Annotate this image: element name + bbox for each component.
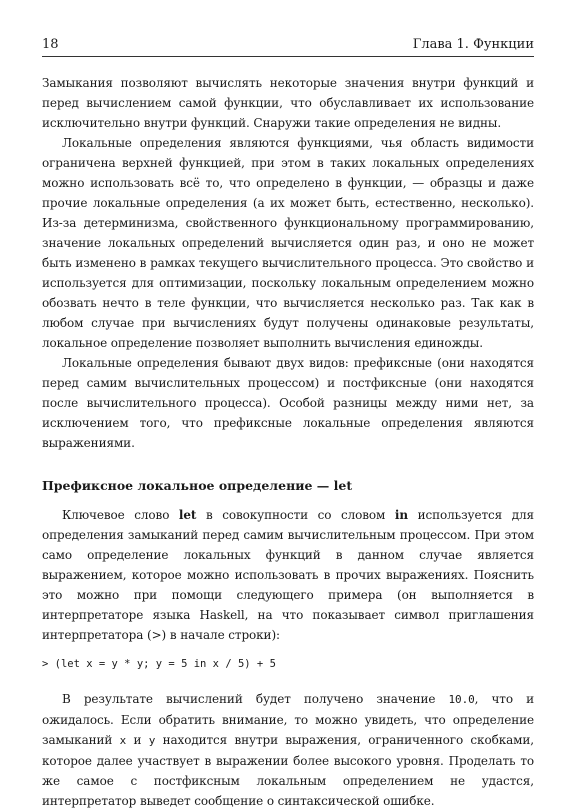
paragraph-result — [42, 689, 534, 811]
text-run: В результате вычислений будет получено значение — [62, 692, 449, 706]
text-run: Ключевое слово — [62, 508, 179, 522]
paragraph-let-keyword — [42, 505, 534, 645]
code-example: > (let x = y * y; y = 5 in x / 5) + 5 — [42, 658, 276, 670]
running-header — [42, 36, 534, 57]
keyword-in: in — [394, 508, 408, 522]
page-number: 18 — [42, 37, 59, 52]
section-heading: Префиксное локальное определение — let — [42, 478, 353, 493]
keyword-let: let — [178, 508, 197, 522]
paragraph-definition-kinds: Локальные определения бывают двух видов: префиксные (они находятся перед самим вычислительных процессом) и постфиксные (они находятся после вычислительного процесса). Особой разницы между ними нет, за исключением того, что префиксные локальные определения являются выражениями. — [42, 356, 534, 450]
book-page — [42, 36, 534, 811]
text-run: и — [126, 733, 149, 747]
result-value: 10.0 — [448, 693, 475, 706]
paragraph-local-definitions: Локальные определения являются функциями, чья область видимости ограничена верхней функцией, при этом в таких локальных определениях можно использовать всё то, что определено в функции, — образцы и даже прочие локальные определения (а их может быть, естественно, несколько). Из-за детерминизма, свойственного функциональному программированию, значение локальных определений вычисляется один раз, и оно не может быть изменено в рамках текущего вычислительного процесса. Это свойство и используется для оптимизации, поскольку локальным определением можно обозвать нечто в теле функции, что вычисляется несколько раз. Так как в любом случае при вычислениях будут получены одинаковые результаты, локальное определение позволяет выполнить вычисления единожды. — [42, 136, 534, 350]
variable-y: y — [148, 734, 156, 747]
chapter-title: Глава 1. Функции — [412, 37, 534, 52]
paragraph-closures: Замыкания позволяют вычислять некоторые значения внутри функций и перед вычислением самой функции, что обуславливает их использование исключительно внутри функций. Снаружи такие определения не видны. — [42, 76, 534, 130]
text-run: в совокупности со словом — [196, 508, 395, 522]
variable-x: x — [119, 734, 127, 747]
text-run: находится внутри выражения, ограниченного скобками, которое далее участвует в выражении более высокого уровня. Проделать то же самое с постфиксным локальным определением не удастся, интерпретатор выведет сообщение о синтаксической ошибке. — [42, 733, 534, 808]
text-run: , что и ожидалось. Если обратить внимание, то можно увидеть, что определение замыканий — [42, 692, 534, 747]
text-run: используется для определения замыканий перед самим вычислительным процессом. При этом само определение локальных функций в данном случае является выражением, которое можно использовать в прочих выражениях. Пояснить это можно при помощи следующего примера (он выполняется в интерпретаторе языка Haskell, на что показывает символ приглашения интерпретатора (>) в начале строки): — [42, 508, 534, 642]
